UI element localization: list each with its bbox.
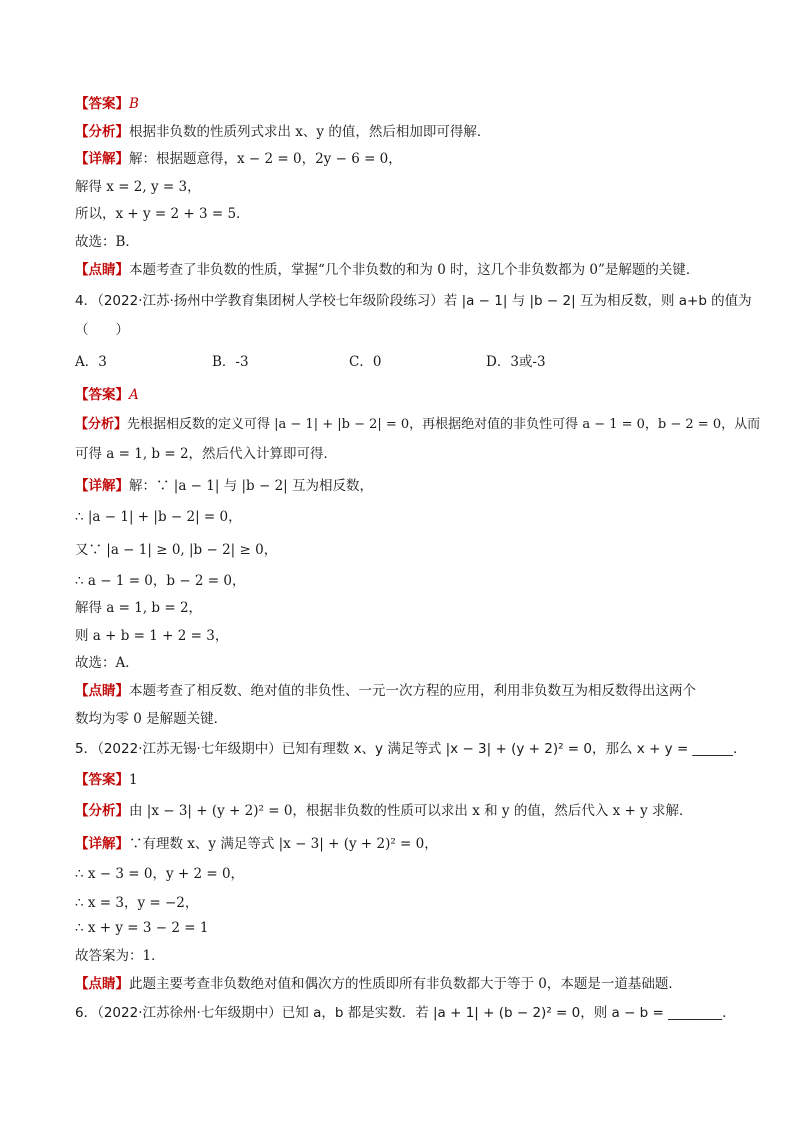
q5-detail-line bbox=[75, 834, 438, 854]
q3-detail-4: 故选：B． bbox=[75, 234, 139, 250]
q5-detail-3: ∴ x = 3，y = −2， bbox=[75, 895, 199, 911]
q3-detail-2: 解得 x = 2, y = 3， bbox=[75, 179, 201, 195]
q3-comment-line bbox=[75, 260, 699, 280]
q4-detail-6: 则 a + b = 1 + 2 = 3， bbox=[75, 628, 229, 644]
detail-tag: 【详解】 bbox=[75, 836, 129, 852]
q5-answer: 1 bbox=[129, 772, 138, 788]
q3-detail-1: 解：根据题意得，x − 2 = 0，2y − 6 = 0， bbox=[129, 151, 402, 167]
analysis-tag: 【分析】 bbox=[75, 803, 129, 819]
q4-detail-3: 又∵ |a − 1| ≥ 0, |b − 2| ≥ 0， bbox=[75, 542, 278, 558]
answer-tag: 【答案】 bbox=[75, 96, 129, 112]
detail-tag: 【详解】 bbox=[75, 478, 129, 494]
q4-comment-2: 数均为零 0 是解题关键． bbox=[75, 711, 228, 727]
q4-option-b: B．-3 bbox=[212, 354, 249, 370]
answer-tag: 【答案】 bbox=[75, 772, 129, 788]
q4-stem-2: （ ） bbox=[75, 322, 129, 338]
q5-comment-line bbox=[75, 974, 682, 994]
q4-detail-5: 解得 a = 1, b = 2， bbox=[75, 600, 203, 616]
q6-stem: 6．（2022·江苏徐州·七年级期中）已知 a，b 都是实数．若 |a + 1| + (b − 2)² = 0，则 a − b = ________． bbox=[75, 1005, 736, 1021]
q5-stem: 5．（2022·江苏无锡·七年级期中）已知有理数 x、y 满足等式 |x − 3| + (y + 2)² = 0，那么 x + y = ______． bbox=[75, 741, 747, 757]
q4-analysis-line bbox=[75, 415, 760, 435]
q4-detail-line bbox=[75, 476, 373, 496]
q5-detail-4: ∴ x + y = 3 − 2 = 1 bbox=[75, 920, 209, 936]
q3-comment: 本题考查了非负数的性质，掌握“几个非负数的和为 0 时，这几个非负数都为 0”是解题的关键． bbox=[129, 262, 700, 278]
detail-tag: 【详解】 bbox=[75, 151, 129, 167]
q4-detail-7: 故选：A． bbox=[75, 655, 139, 671]
q4-detail-4: ∴ a − 1 = 0，b − 2 = 0， bbox=[75, 573, 246, 589]
q3-detail-line bbox=[75, 149, 402, 169]
q4-analysis-2: 可得 a = 1, b = 2，然后代入计算即可得． bbox=[75, 446, 338, 462]
q4-option-d: D．3或-3 bbox=[486, 354, 546, 370]
q4-option-c: C．0 bbox=[349, 354, 382, 370]
q5-answer-line bbox=[75, 770, 138, 790]
analysis-tag: 【分析】 bbox=[75, 417, 128, 432]
q5-analysis-line bbox=[75, 801, 693, 821]
q5-detail-1: ∵有理数 x、y 满足等式 |x − 3| + (y + 2)² = 0， bbox=[129, 836, 438, 852]
q3-analysis-line bbox=[75, 122, 490, 142]
comment-tag: 【点睛】 bbox=[75, 683, 129, 699]
q4-option-a: A．3 bbox=[75, 354, 107, 370]
q4-analysis-1: 先根据相反数的定义可得 |a − 1| + |b − 2| = 0，再根据绝对值的非负性可得 a − 1 = 0，b − 2 = 0，从而 bbox=[127, 417, 761, 432]
q3-analysis: 根据非负数的性质列式求出 x、y 的值，然后相加即可得解． bbox=[129, 124, 491, 140]
q4-detail-2: ∴ |a − 1| + |b − 2| = 0， bbox=[75, 509, 242, 525]
q4-comment-1: 本题考查了相反数、绝对值的非负性、一元一次方程的应用，利用非负数互为相反数得出这两个 bbox=[129, 683, 696, 699]
q4-detail-1: 解：∵ |a − 1| 与 |b − 2| 互为相反数， bbox=[129, 478, 374, 494]
q5-detail-2: ∴ x − 3 = 0，y + 2 = 0， bbox=[75, 866, 245, 882]
q4-answer-line bbox=[75, 385, 139, 405]
q3-answer-line bbox=[75, 94, 139, 114]
q4-stem-1: 4．（2022·江苏·扬州中学教育集团树人学校七年级阶段练习）若 |a − 1| 与 |b − 2| 互为相反数，则 a+b 的值为 bbox=[75, 293, 752, 309]
q5-analysis: 由 |x − 3| + (y + 2)² = 0，根据非负数的性质可以求出 x 和 y 的值，然后代入 x + y 求解． bbox=[129, 803, 693, 819]
q5-comment: 此题主要考查非负数绝对值和偶次方的性质即所有非负数都大于等于 0，本题是一道基础题． bbox=[129, 976, 682, 992]
analysis-tag: 【分析】 bbox=[75, 124, 129, 140]
q4-comment-line bbox=[75, 681, 696, 701]
q3-detail-3: 所以，x + y = 2 + 3 = 5． bbox=[75, 206, 250, 222]
q3-answer: B bbox=[129, 96, 139, 112]
answer-tag: 【答案】 bbox=[75, 387, 129, 403]
comment-tag: 【点睛】 bbox=[75, 976, 129, 992]
q5-detail-5: 故答案为：1． bbox=[75, 948, 165, 964]
comment-tag: 【点睛】 bbox=[75, 262, 129, 278]
q4-answer: A bbox=[129, 387, 139, 403]
